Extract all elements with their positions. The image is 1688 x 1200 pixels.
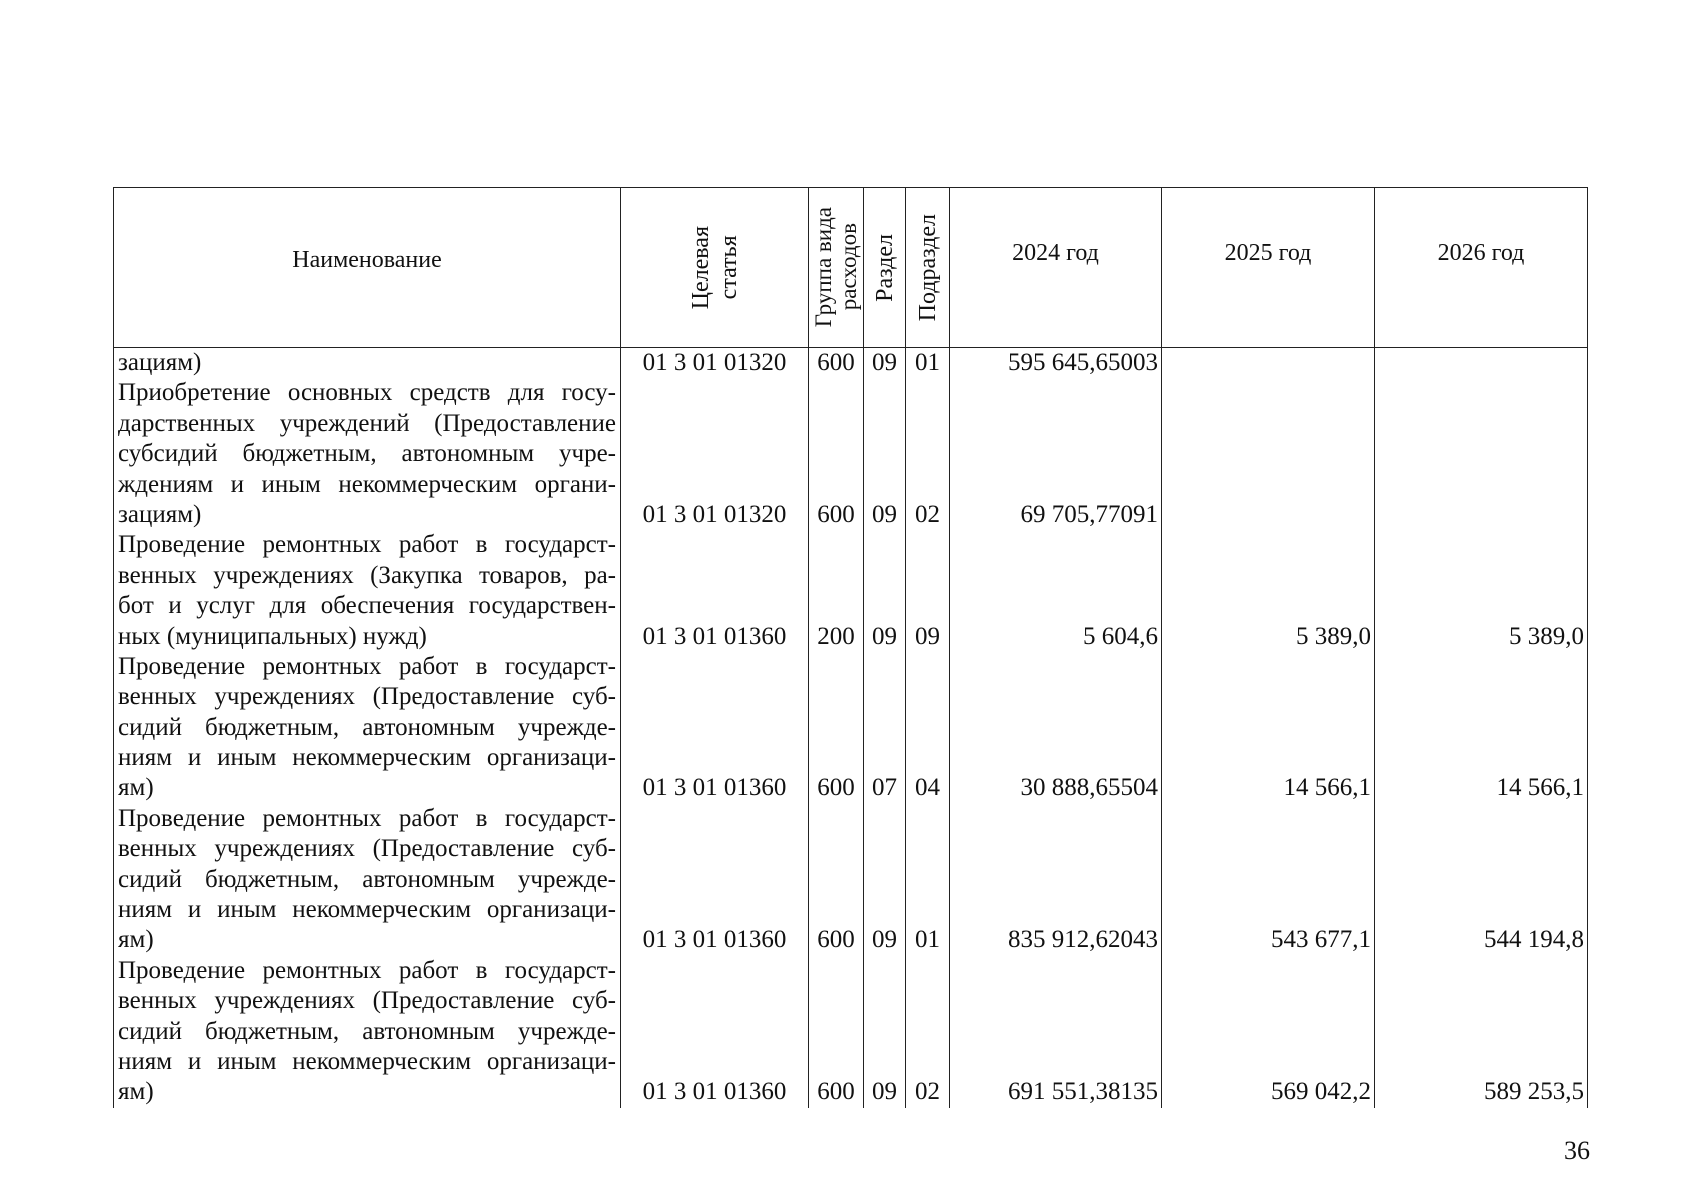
header-expense-group-line-1: Группа вида (811, 207, 836, 328)
row-expense-group: 200 (809, 530, 864, 652)
row-subsection: 04 (906, 652, 950, 804)
row-subsection: 01 (906, 804, 950, 956)
table-row (114, 956, 1588, 1108)
row-target-article: 01 3 01 01320 (621, 348, 809, 379)
row-section: 09 (864, 956, 906, 1108)
header-section (864, 188, 906, 348)
row-year-2025: 5 389,0 (1162, 530, 1375, 652)
row-year-2025 (1162, 348, 1375, 379)
row-name-line: ниям и иным некоммерческим организаци- (118, 744, 616, 772)
row-name-line: венных учреждениях (Предоставление суб- (118, 683, 616, 711)
row-name-line: дарственных учреждений (Предоставление (118, 409, 616, 437)
table-body (114, 348, 1588, 1108)
row-year-2026: 14 566,1 (1375, 652, 1588, 804)
row-year-2025 (1162, 378, 1375, 530)
table-header-row (114, 188, 1588, 348)
row-name-line: ных (муниципальных) нужд) (118, 622, 427, 650)
header-year-2024: 2024 год (950, 188, 1162, 348)
row-name-line: Проведение ремонтных работ в государст- (118, 956, 616, 984)
row-subsection: 02 (906, 378, 950, 530)
row-expense-group: 600 (809, 804, 864, 956)
header-name: Наименование (114, 188, 621, 348)
page-number: 36 (1564, 1136, 1590, 1165)
row-name (114, 652, 621, 804)
row-year-2026 (1375, 348, 1588, 379)
row-name (114, 348, 621, 379)
header-expense-group (809, 188, 864, 348)
row-section: 09 (864, 348, 906, 379)
header-subsection (906, 188, 950, 348)
row-section: 09 (864, 804, 906, 956)
row-year-2026: 589 253,5 (1375, 956, 1588, 1108)
row-year-2026 (1375, 378, 1588, 530)
row-name-line: венных учреждениях (Предоставление суб- (118, 987, 616, 1015)
row-target-article: 01 3 01 01320 (621, 378, 809, 530)
row-name-line: венных учреждениях (Предоставление суб- (118, 835, 616, 863)
row-expense-group: 600 (809, 652, 864, 804)
row-name (114, 956, 621, 1108)
row-name-line: ждениям и иным некоммерческим органи- (118, 470, 616, 498)
row-year-2026: 5 389,0 (1375, 530, 1588, 652)
header-subsection-label: Подраздел (914, 213, 941, 322)
row-name-line: ям) (118, 774, 154, 802)
row-target-article: 01 3 01 01360 (621, 652, 809, 804)
table-row (114, 652, 1588, 804)
row-expense-group: 600 (809, 378, 864, 530)
row-name-line: ям) (118, 926, 154, 954)
row-year-2024: 595 645,65003 (950, 348, 1162, 379)
budget-table (113, 187, 1588, 1108)
header-section-label: Раздел (871, 233, 898, 302)
row-year-2026: 544 194,8 (1375, 804, 1588, 956)
table-row (114, 530, 1588, 652)
row-section: 07 (864, 652, 906, 804)
row-year-2025: 569 042,2 (1162, 956, 1375, 1108)
table-row (114, 378, 1588, 530)
row-name-line: ниям и иным некоммерческим организаци- (118, 896, 616, 924)
row-year-2024: 30 888,65504 (950, 652, 1162, 804)
row-name (114, 804, 621, 956)
row-section: 09 (864, 378, 906, 530)
row-year-2025: 543 677,1 (1162, 804, 1375, 956)
table-row (114, 348, 1588, 379)
header-target-article (621, 188, 809, 348)
row-name-line: Проведение ремонтных работ в государст- (118, 652, 616, 680)
row-expense-group: 600 (809, 348, 864, 379)
header-year-2025: 2025 год (1162, 188, 1375, 348)
row-expense-group: 600 (809, 956, 864, 1108)
header-target-article-line-1: Целевая (687, 225, 714, 310)
row-subsection: 02 (906, 956, 950, 1108)
row-year-2024: 5 604,6 (950, 530, 1162, 652)
row-target-article: 01 3 01 01360 (621, 956, 809, 1108)
row-year-2025: 14 566,1 (1162, 652, 1375, 804)
row-name-line: ям) (118, 1078, 154, 1106)
header-year-2026: 2026 год (1375, 188, 1588, 348)
row-name-line: венных учреждениях (Закупка товаров, ра- (118, 561, 616, 589)
row-name-line: ниям и иным некоммерческим организаци- (118, 1048, 616, 1075)
row-name-line: сидий бюджетным, автономным учрежде- (118, 713, 616, 741)
row-name-line: Приобретение основных средств для госу- (118, 379, 616, 407)
row-target-article: 01 3 01 01360 (621, 530, 809, 652)
table-row (114, 804, 1588, 956)
header-target-article-line-2: статья (715, 235, 742, 300)
row-name-line: сидий бюджетным, автономным учрежде- (118, 865, 616, 893)
row-subsection: 01 (906, 348, 950, 379)
row-name-line: зациям) (118, 500, 202, 528)
row-name-line: зациям) (118, 349, 202, 377)
row-name-line: Проведение ремонтных работ в государст- (118, 804, 616, 832)
row-section: 09 (864, 530, 906, 652)
row-year-2024: 69 705,77091 (950, 378, 1162, 530)
row-subsection: 09 (906, 530, 950, 652)
row-name (114, 530, 621, 652)
row-name-line: субсидий бюджетным, автономным учре- (118, 440, 616, 468)
row-name-line: бот и услуг для обеспечения государствен- (118, 592, 616, 620)
row-year-2024: 835 912,62043 (950, 804, 1162, 956)
row-target-article: 01 3 01 01360 (621, 804, 809, 956)
row-name (114, 378, 621, 530)
row-name-line: сидий бюджетным, автономным учрежде- (118, 1017, 616, 1045)
row-year-2024: 691 551,38135 (950, 956, 1162, 1108)
row-name-line: Проведение ремонтных работ в государст- (118, 531, 616, 559)
header-expense-group-line-2: расходов (836, 223, 861, 312)
